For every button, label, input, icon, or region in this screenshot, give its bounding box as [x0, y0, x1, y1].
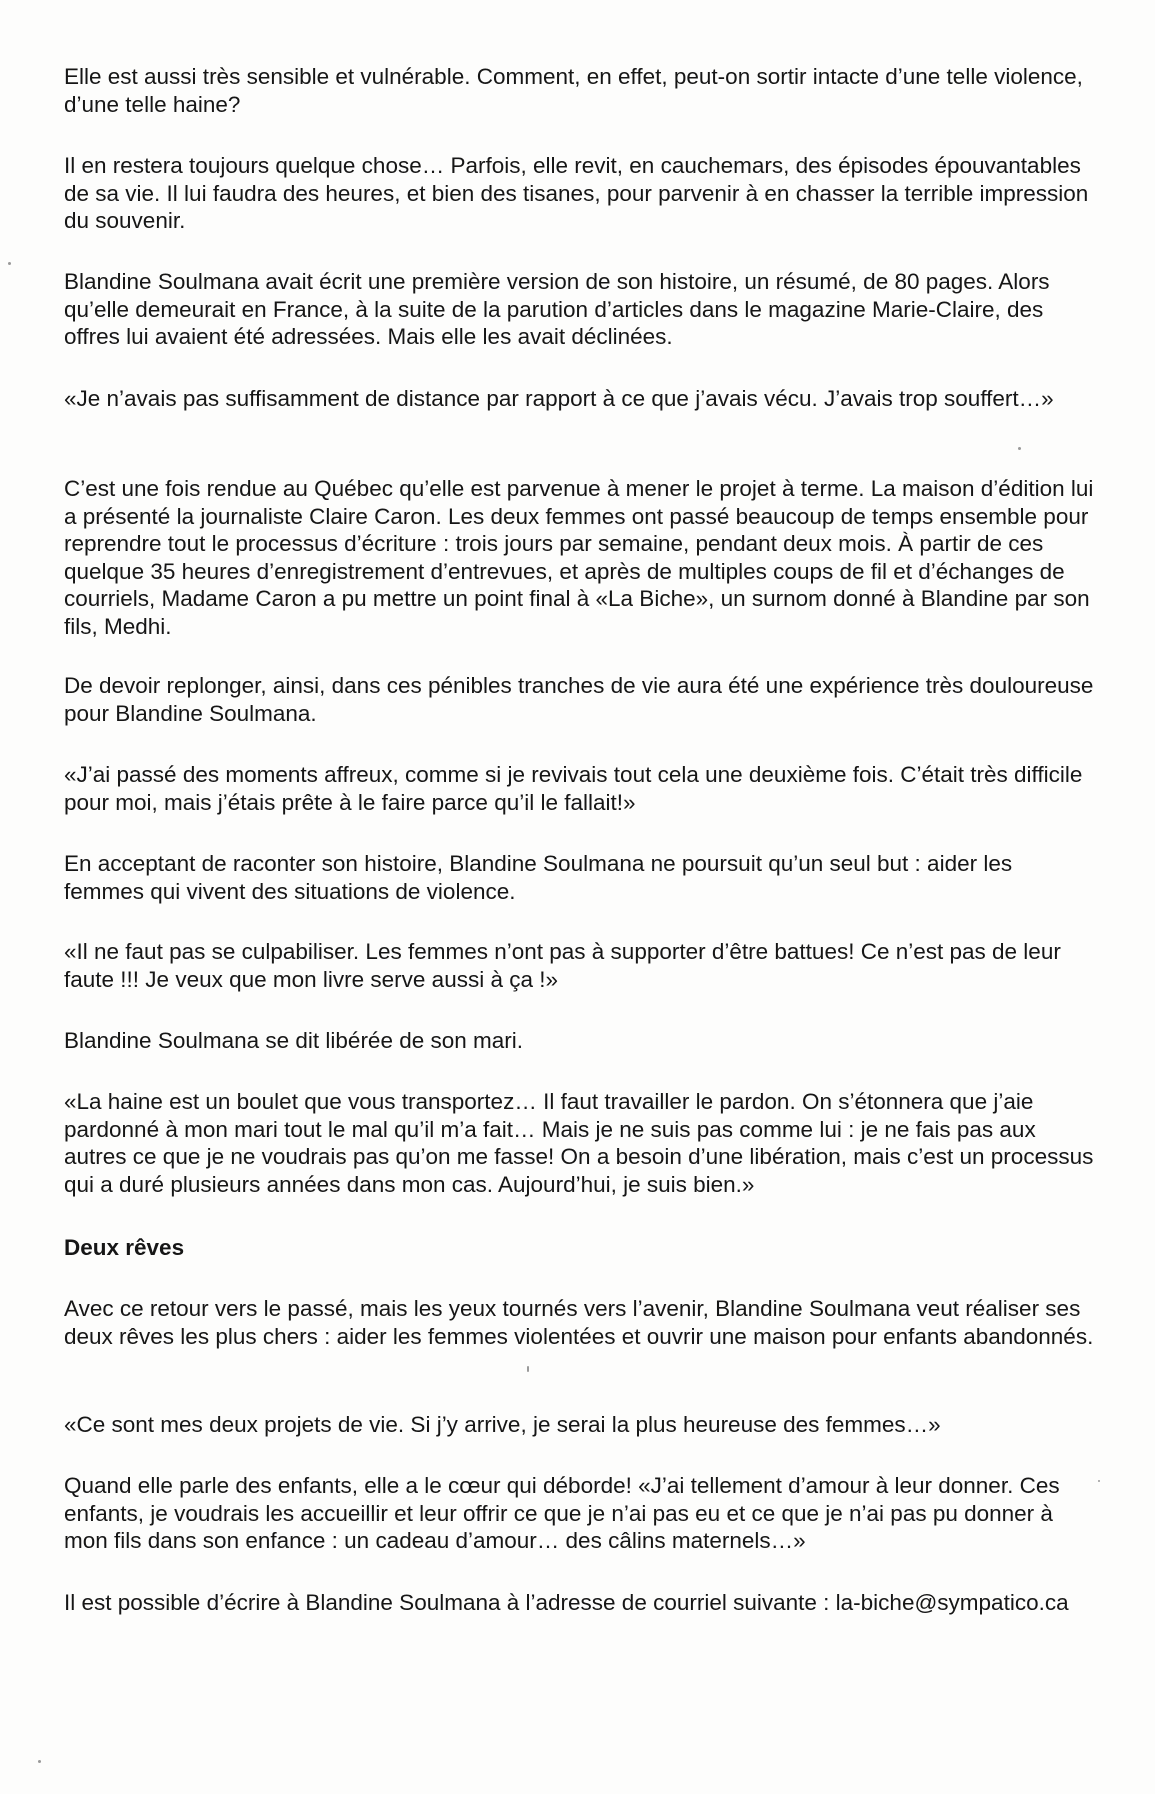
paragraph-3: Blandine Soulmana avait écrit une première version de son histoire, un résumé, de 80 pages. Alors qu’elle demeurait en France, à la suite de la parution d’articles dans le magazine Marie-Claire, des offres lui avaient été adressées. Mais elle les avait déclinées.	[64, 269, 1050, 349]
paragraph-8: Avec ce retour vers le passé, mais les yeux tournés vers l’avenir, Blandine Soulmana veut réaliser ses deux rêves les plus chers : aider les femmes violentées et ouvrir une maison pour enfants abandonnés.	[64, 1296, 1094, 1349]
scan-speck	[1098, 1480, 1100, 1482]
contact-paragraph: Il est possible d’écrire à Blandine Soulmana à l’adresse de courriel suivante : la-biche@sympatico.ca	[64, 1590, 1069, 1615]
scan-speck	[38, 1760, 41, 1763]
paragraph-7: Blandine Soulmana se dit libérée de son mari.	[64, 1028, 524, 1053]
scan-speck	[1018, 447, 1021, 450]
quote-paragraph-1: «Je n’avais pas suffisamment de distance par rapport à ce que j’avais vécu. J’avais trop souffert…»	[64, 386, 1054, 411]
paragraph-9: Quand elle parle des enfants, elle a le cœur qui déborde! «J’ai tellement d’amour à leur donner. Ces enfants, je voudrais les accueillir et leur offrir ce que je n’ai pas eu et ce que je n’ai pas pu donner à mon fils dans son enfance : un cadeau d’amour… des câlins maternels…»	[64, 1473, 1060, 1553]
section-heading: Deux rêves	[64, 1235, 185, 1260]
paragraph-1: Elle est aussi très sensible et vulnérable. Comment, en effet, peut-on sortir intacte d’une telle violence, d’une telle haine?	[64, 64, 1083, 117]
quote-paragraph-2: «J’ai passé des moments affreux, comme si je revivais tout cela une deuxième fois. C’était très difficile pour moi, mais j’étais prête à le faire parce qu’il le fallait!»	[64, 762, 1083, 815]
paragraph-6: En acceptant de raconter son histoire, Blandine Soulmana ne poursuit qu’un seul but : aider les femmes qui vivent des situations de violence.	[64, 851, 1013, 904]
paragraph-5: De devoir replonger, ainsi, dans ces pénibles tranches de vie aura été une expérience très douloureuse pour Blandine Soulmana.	[64, 673, 1094, 726]
quote-paragraph-4: «La haine est un boulet que vous transportez… Il faut travailler le pardon. On s’étonnera que j’aie pardonné à mon mari tout le mal qu’il m’a fait… Mais je ne suis pas comme lui : je ne fais pas aux autres ce que je ne voudrais pas qu’on me fasse! On a besoin d’une libération, mais c’est un processus qui a duré plusieurs années dans mon cas. Aujourd’hui, je suis bien.»	[64, 1089, 1094, 1197]
paragraph-2: Il en restera toujours quelque chose… Parfois, elle revit, en cauchemars, des épisodes épouvantables de sa vie. Il lui faudra des heures, et bien des tisanes, pour parvenir à en chasser la terrible impression du souvenir.	[64, 153, 1089, 233]
quote-paragraph-5: «Ce sont mes deux projets de vie. Si j’y arrive, je serai la plus heureuse des femmes…»	[64, 1412, 941, 1437]
paragraph-4: C’est une fois rendue au Québec qu’elle est parvenue à mener le projet à terme. La maison d’édition lui a présenté la journaliste Claire Caron. Les deux femmes ont passé beaucoup de temps ensemble pour reprendre tout le processus d’écriture : trois jours par semaine, pendant deux mois. À partir de ces quelque 35 heures d’enregistrement d’entrevues, et après de multiples coups de fil et d’échanges de courriels, Madame Caron a pu mettre un point final à «La Biche», un surnom donné à Blandine par son fils, Medhi.	[64, 476, 1094, 639]
quote-paragraph-3: «Il ne faut pas se culpabiliser. Les femmes n’ont pas à supporter d’être battues! Ce n’est pas de leur faute !!! Je veux que mon livre serve aussi à ça !»	[64, 939, 1061, 992]
scan-speck	[8, 262, 11, 265]
scan-speck	[527, 1366, 529, 1372]
